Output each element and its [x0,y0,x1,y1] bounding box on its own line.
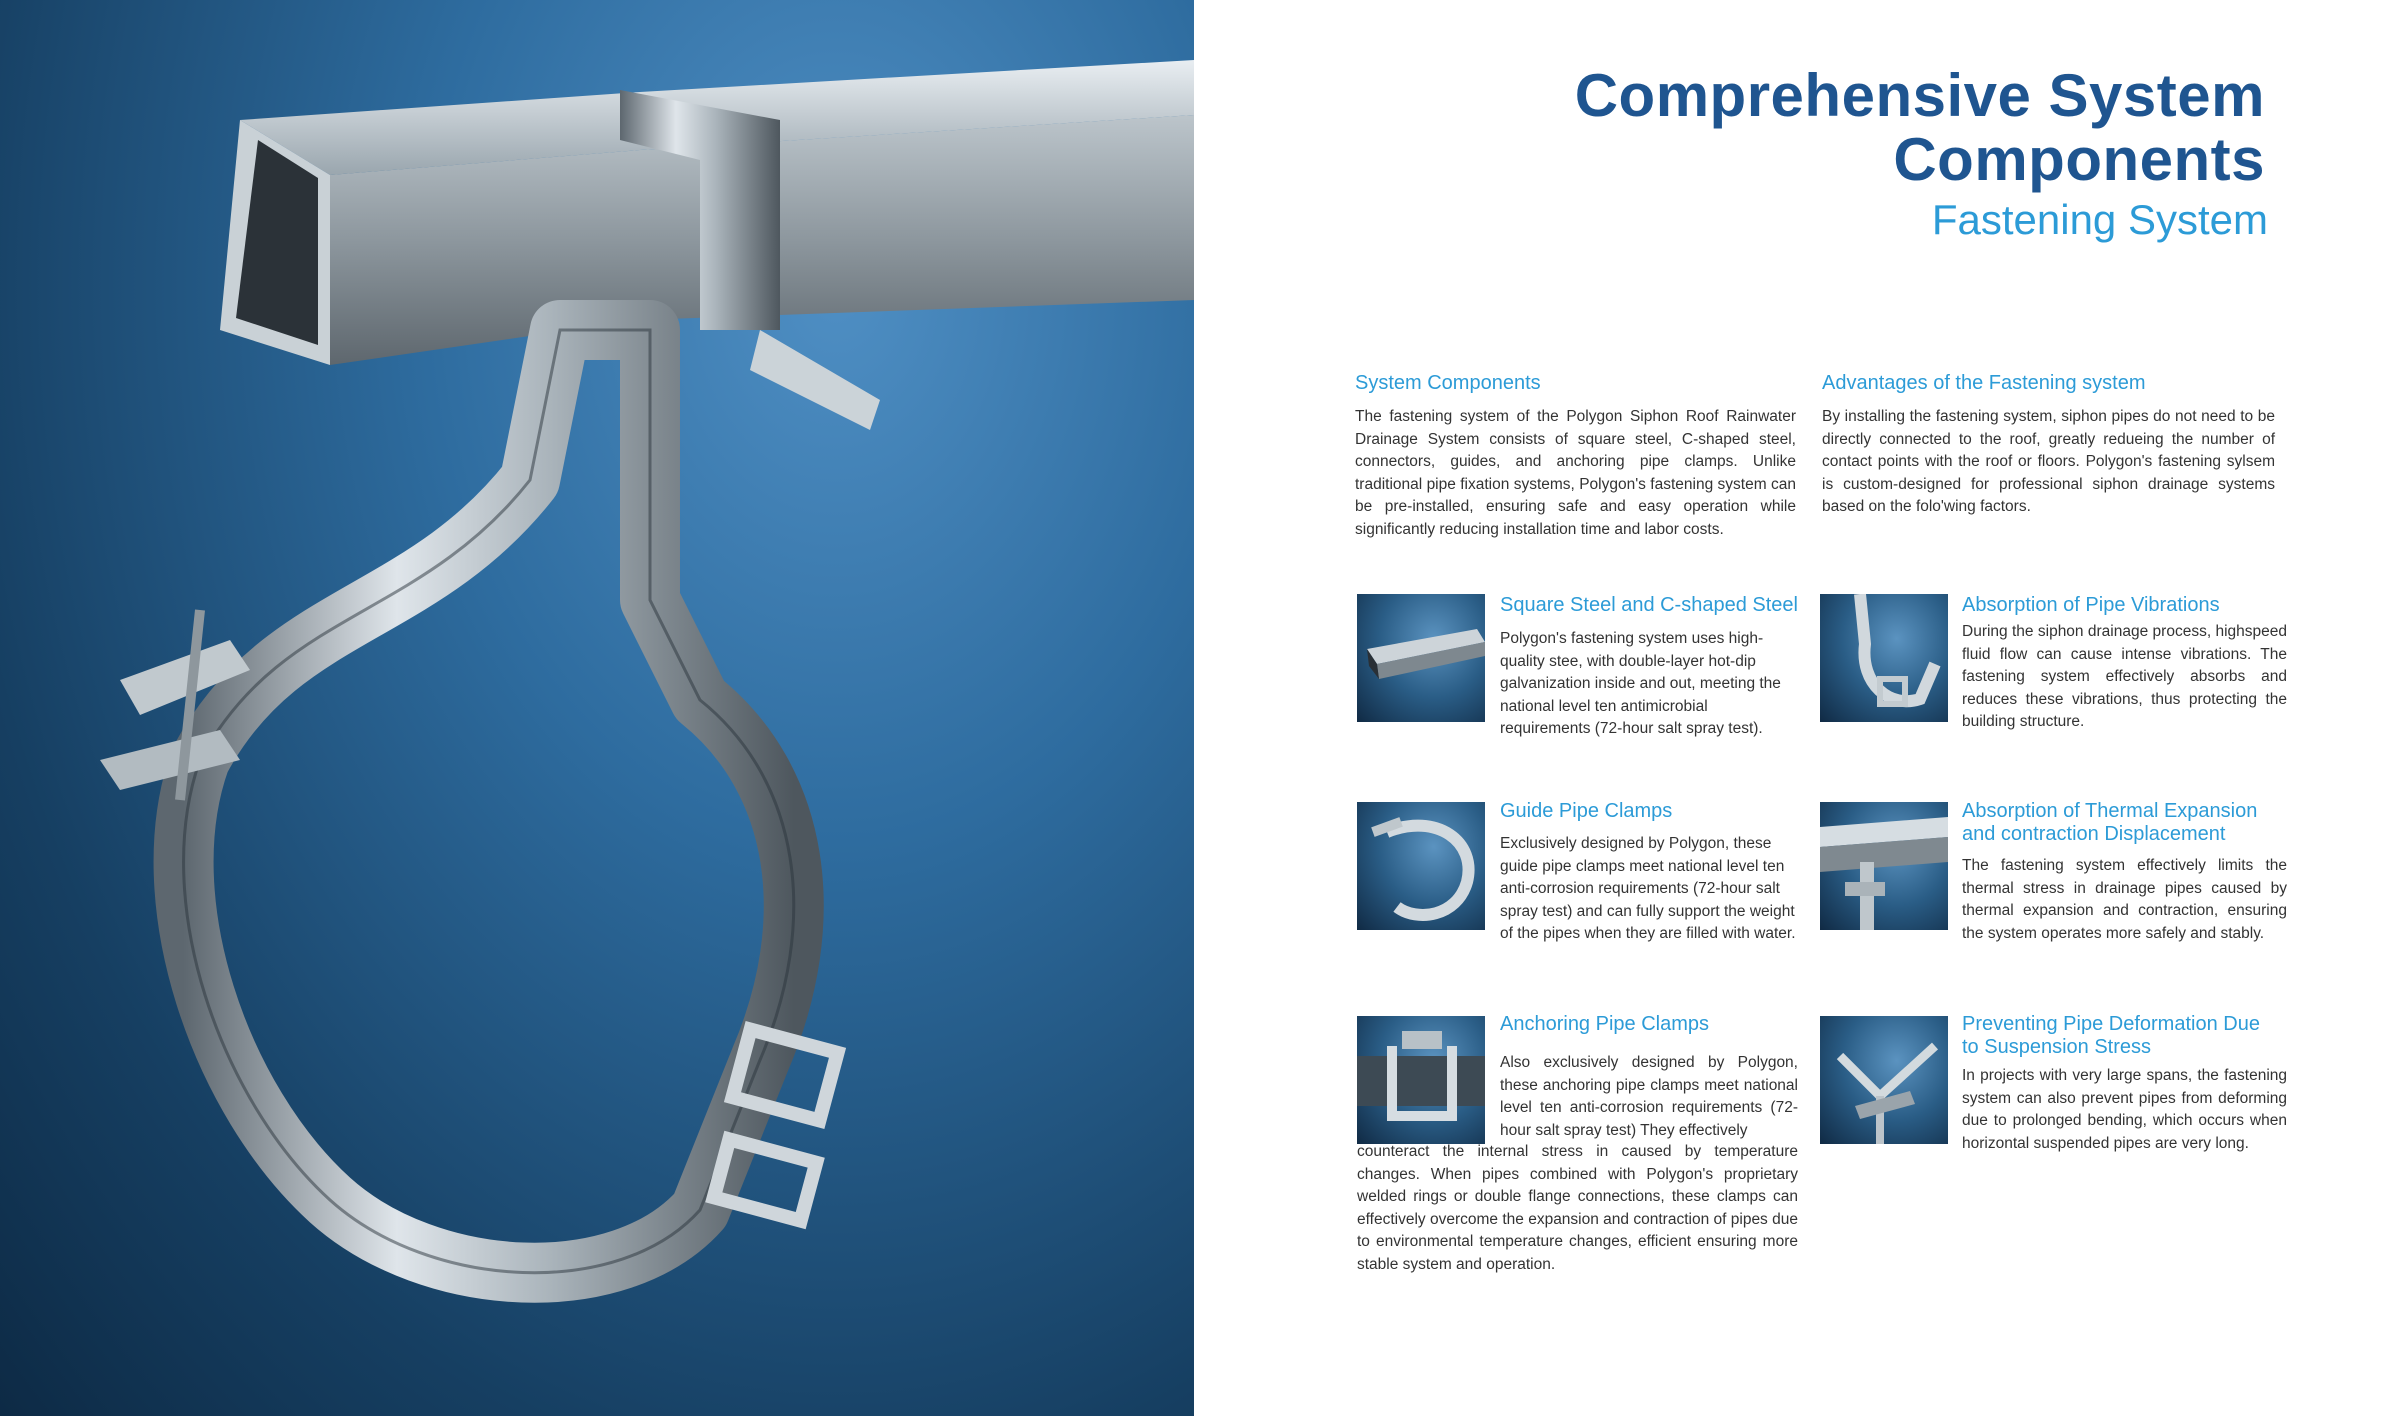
deformation-heading [1962,1013,2260,1059]
square-steel-photo-icon [1357,594,1485,722]
anchoring-clamp-heading: Anchoring Pipe Clamps [1500,1013,1709,1035]
deformation-prevention-photo-icon [1820,1016,1948,1144]
anchoring-clamp-body-short: Also exclusively designed by Polygon, these anchoring pipe clamps meet national level ten anti-corrosion requirements (72-hour salt spray test) They effectively [1500,1054,1798,1139]
page-subtitle: Fastening System [1931,196,2268,243]
advantages-body: By installing the fastening system, siphon pipes do not need to be directly connected to the roof, greatly redueing the number of contact points with the roof or floors. Polygon's fastening sylsem is custom-designed for professional siphon drainage systems based on the folo'wing factors. [1822,408,2275,515]
anchoring-clamp-body-wide: counteract the internal stress in caused by temperature changes. When pipes combined with Polygon's proprietary welded rings or double flange connections, these clamps can effectively overcome the expansion and contraction of pipes due to environmental temperature changes, efficient ensuring more stable system and operation. [1357,1143,1798,1273]
thermal-expansion-photo-icon [1820,802,1948,930]
vibration-body: During the siphon drainage process, highspeed fluid flow can cause intense vibrations. The fastening system effectively absorbs and reduces these vibrations, thus protecting the building structure. [1962,623,2287,730]
deformation-heading-line1: Preventing Pipe Deformation Due [1962,1013,2260,1035]
page-title-line2: Components [1893,126,2265,193]
deformation-heading-line2: to Suspension Stress [1962,1036,2151,1058]
guide-clamp-heading: Guide Pipe Clamps [1500,800,1673,822]
thermal-expansion-body: The fastening system effectively limits the thermal stress in drainage pipes caused by thermal expansion and contraction, ensuring the system operates more safely and stably. [1962,857,2287,942]
guide-clamp-photo-icon [1357,802,1485,930]
deformation-body: In projects with very large spans, the fastening system can also prevent pipes from deforming due to prolonged bending, which occurs when horizontal suspended pipes are very long. [1962,1067,2287,1152]
guide-clamp-body: Exclusively designed by Polygon, these guide pipe clamps meet national level ten anti-corrosion requirements (72-hour salt spray test) and can fully support the weight of the pipes when they are filled with water. [1500,835,1796,942]
page-title [1575,64,2265,192]
thermal-expansion-heading-line1: Absorption of Thermal Expansion [1962,800,2258,822]
anchoring-clamp-photo-icon [1357,1016,1485,1144]
advantages-heading: Advantages of the Fastening system [1822,372,2146,394]
system-components-heading: System Components [1355,372,1541,394]
vibration-heading: Absorption of Pipe Vibrations [1962,594,2220,616]
system-components-body: The fastening system of the Polygon Siphon Roof Rainwater Drainage System consists of square steel, C-shaped steel, connectors, guides, and anchoring pipe clamps. Unlike traditional pipe fixation systems, Polygon's fastening system can be pre-installed, ensuring safe and easy operation while significantly reducing installation time and labor costs. [1355,408,1796,538]
thermal-expansion-heading [1962,800,2257,846]
vibration-clamp-photo-icon [1820,594,1948,722]
page-title-line1: Comprehensive System [1574,62,2265,129]
square-steel-body: Polygon's fastening system uses high-quality stee, with double-layer hot-dip galvanization inside and out, meeting the national level ten antimicrobial requirements (72-hour salt spray test). [1500,630,1781,737]
square-steel-heading: Square Steel and C-shaped Steel [1500,594,1798,616]
thermal-expansion-heading-line2: and contraction Displacement [1962,823,2226,845]
